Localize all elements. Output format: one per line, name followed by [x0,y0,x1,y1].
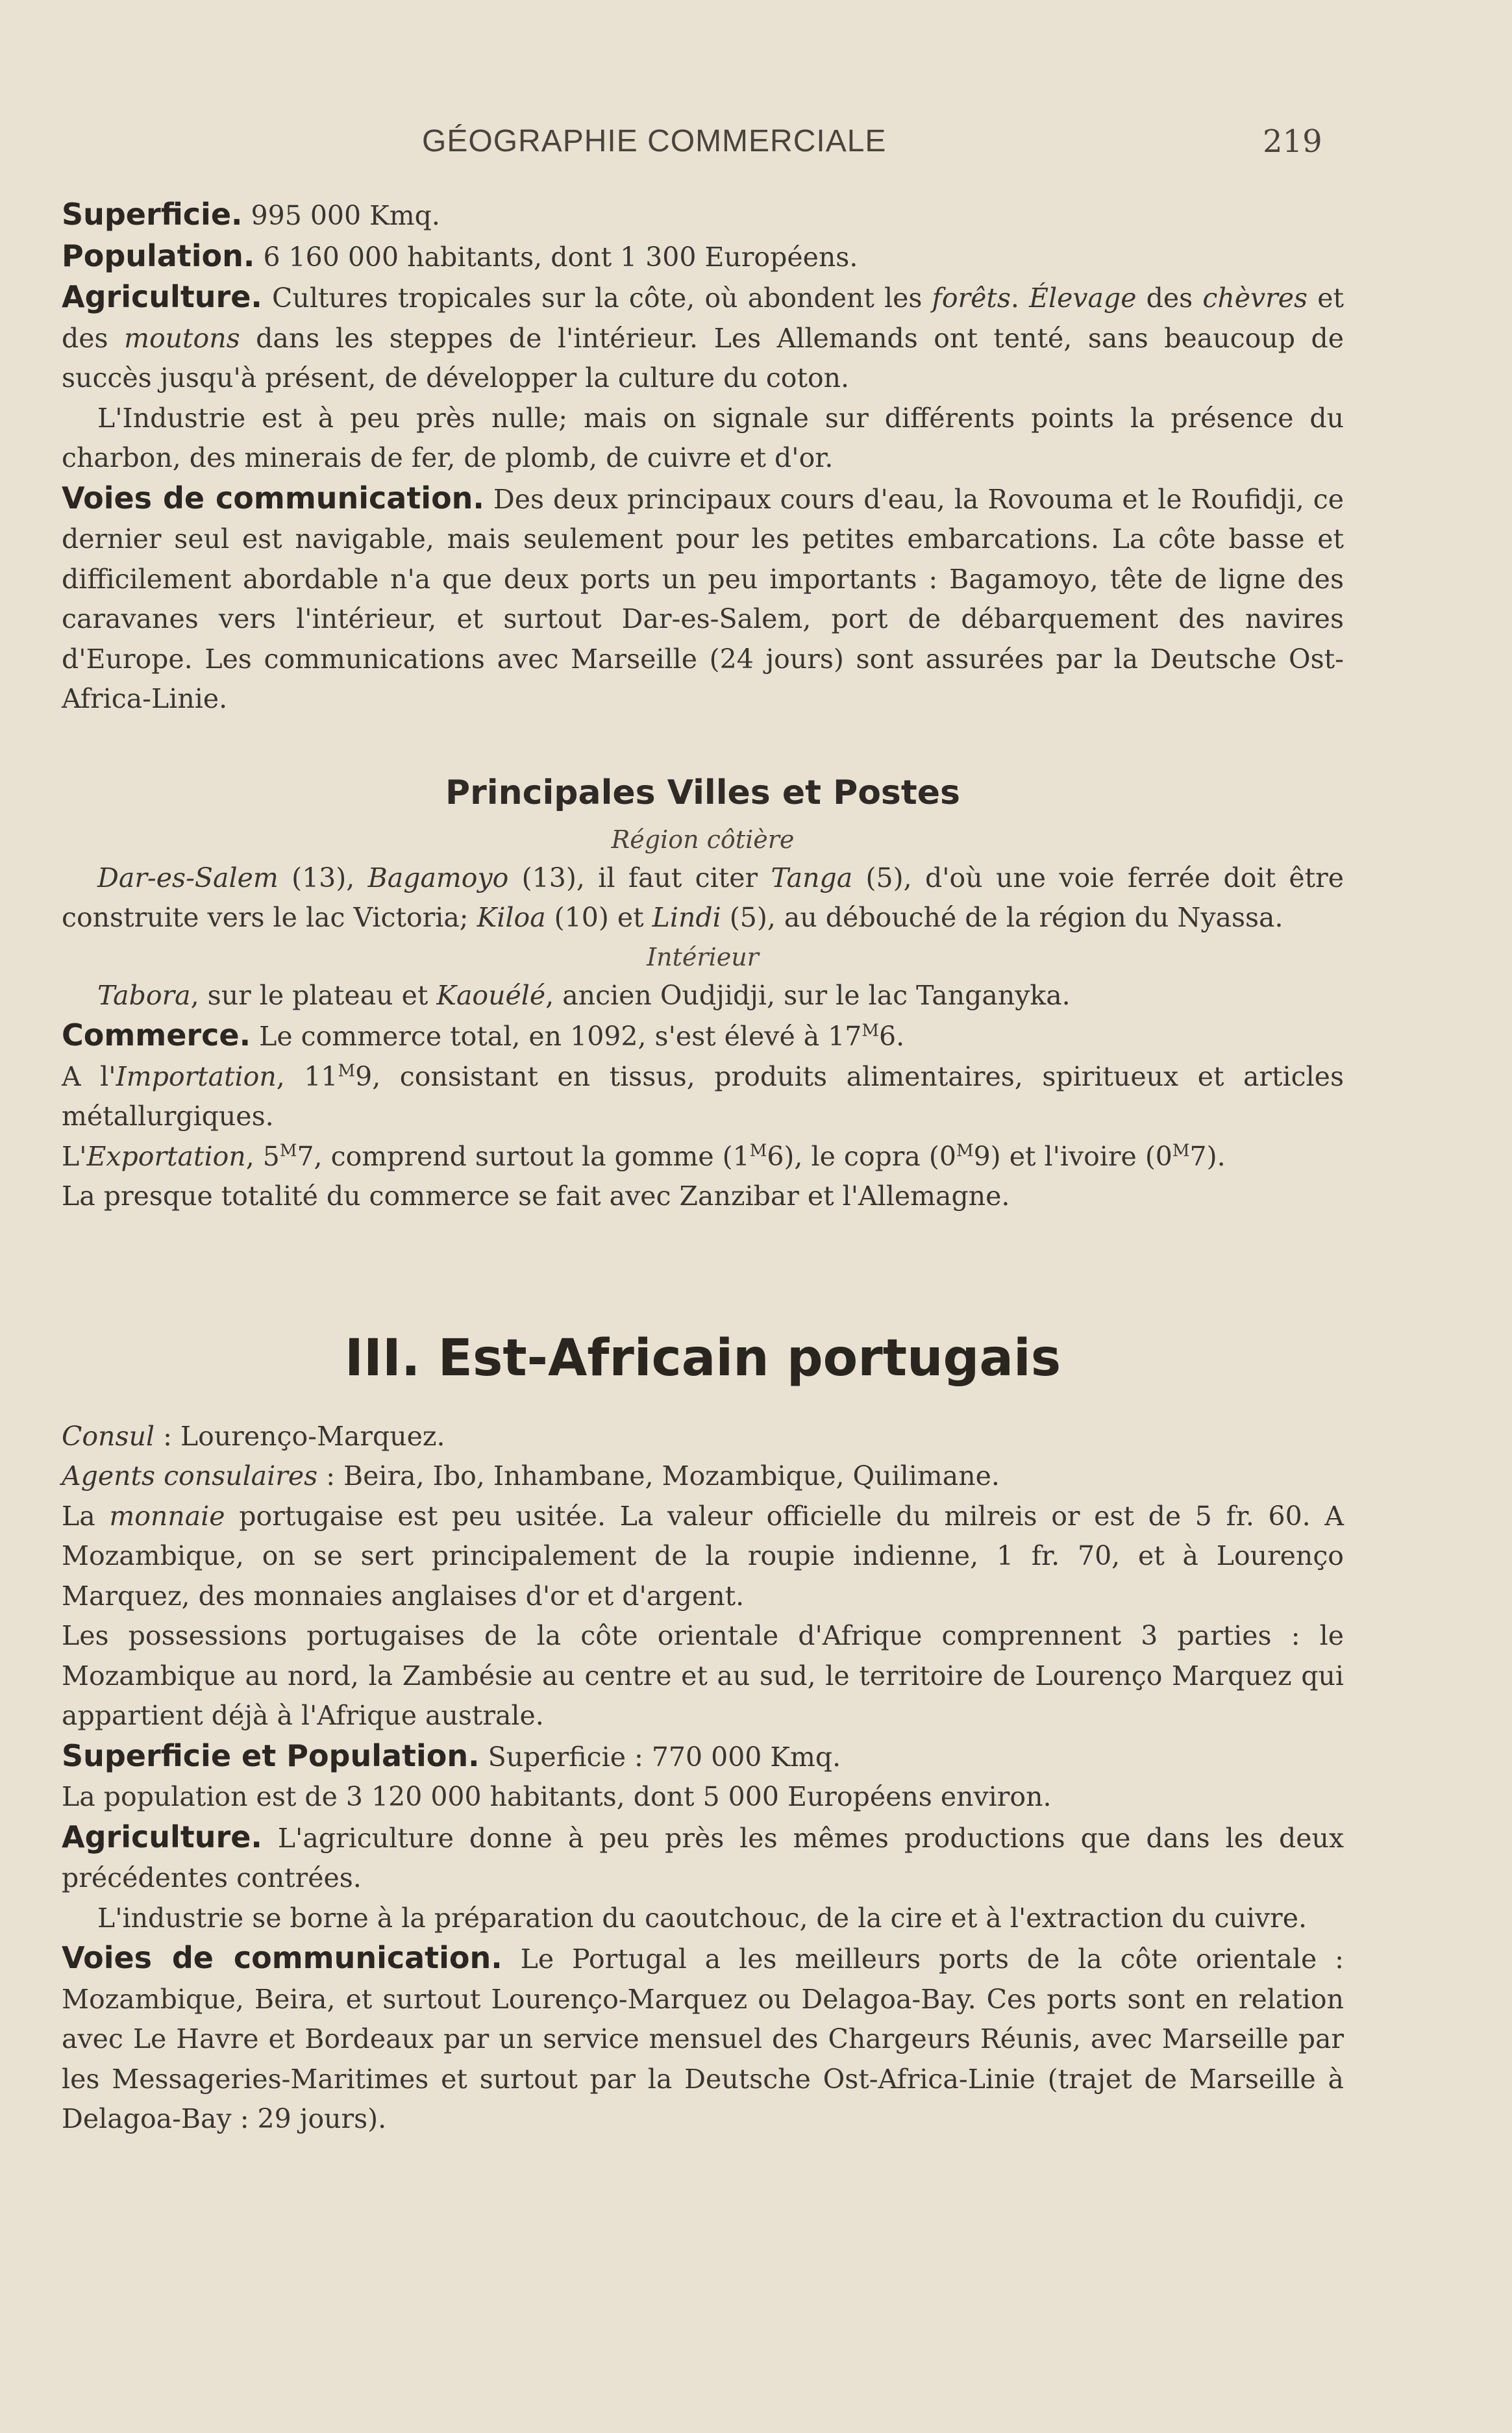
city-name: Bagamoyo [367,862,509,893]
superscript: M [338,1060,356,1080]
paragraph-industrie: L'Industrie est à peu près nulle; mais on signale sur différents points la présence du charbon, des minerais de fer, de plomb, de cuivre et d'or. [62,402,1344,473]
text-run: (5), au débouché de la région du Nyassa. [721,902,1283,933]
paragraph-commerce-partners: La presque totalité du commerce se fait avec Zanzibar et l'Allemagne. [62,1180,1010,1212]
superficie-text: 995 000 Kmq. [251,200,440,231]
italic-term: chèvres [1202,282,1308,314]
heading-agriculture: Agriculture. [62,279,262,314]
city-name: Kiloa [477,902,546,933]
text-run: (10) et [545,902,652,933]
section-title-villes: Principales Villes et Postes [445,773,960,812]
paragraph-commerce [62,1016,1344,1057]
text-run: des [1136,282,1203,314]
superscript: M [861,1021,880,1041]
city-name: Lindi [652,902,721,933]
text-run: Le Portugal a les meilleurs ports de la côte orientale : Mozambique, Beira, et surtout Lourenço-Marquez ou Delagoa-Bay. Ces ports sont en relation avec Le Havre et Bordeaux par un service mensuel des Chargeurs Réunis, avec Marseille par les Messageries-Maritimes et surtout par la Deutsche Ost-Africa-Linie (trajet de Marseille à Delagoa-Bay : 29 jours). [62,1943,1344,2134]
heading-superficie-population: Superficie et Population. [62,1738,480,1773]
paragraph-agriculture-pt [62,1817,1344,1899]
italic-term: moutons [124,322,240,354]
running-title: GÉOGRAPHIE COMMERCIALE [422,124,887,158]
population-text: 6 160 000 habitants, dont 1 300 Européens. [263,241,858,273]
paragraph-consul [62,1417,1344,1457]
text-run: : Lourenço-Marquez. [155,1420,445,1452]
text-run: La [62,1500,110,1532]
paragraph-population-pt: La population est de 3 120 000 habitants, dont 5 000 Européens environ. [62,1781,1052,1812]
paragraph-industrie-pt: L'industrie se borne à la préparation du caoutchouc, de la cire et à l'extraction du cuivre. [97,1902,1308,1934]
superscript: M [956,1140,974,1160]
page-header [0,123,1512,162]
text-run: (5), d'où une voie ferrée doit être construite vers le lac Victoria; [62,862,1345,933]
text-run: 6), le copra (0 [767,1140,956,1172]
italic-term: forêts [932,282,1011,314]
text-run: . [1010,282,1030,314]
city-name: Tanga [771,862,853,893]
text-run: 7). [1189,1140,1226,1172]
text-run: Superficie : 770 000 Kmq. [488,1741,841,1773]
text-run: , ancien Oudjidji, sur le lac Tanganyka. [545,979,1071,1011]
italic-term: Importation [116,1060,277,1092]
city-name: Tabora [97,979,191,1011]
city-name: Dar-es-Salem [97,862,279,893]
city-name: Kaouélé [436,979,546,1011]
italic-term: Consul [62,1420,155,1452]
text-run: portugaise est peu usitée. La valeur officielle du milreis or est de 5 fr. 60. A Mozambique, on se sert principalement de la roupie indienne, 1 fr. 70, et à Lourenço Marquez, des monnaies anglaises d'or et d'argent. [62,1500,1344,1612]
text-run: A l' [62,1060,116,1092]
chapter-title: III. Est-Africain portugais [344,1329,1061,1388]
paragraph-agriculture [62,277,1344,399]
superscript: M [279,1140,297,1160]
subheading-interieur: Intérieur [647,942,759,971]
subheading-region-cotiere: Région côtière [611,825,795,854]
italic-term: Exportation [86,1140,246,1172]
heading-voies-pt: Voies de communication. [62,1940,502,1975]
paragraph-superficie-population [62,1736,1344,1778]
italic-term: Agents consulaires [62,1460,318,1491]
paragraph-villes-cotieres [62,858,1344,938]
paragraph-voies [62,479,1344,719]
paragraph-importation [62,1057,1344,1137]
italic-term: Élevage [1029,282,1137,314]
paragraph-possessions: Les possessions portugaises de la côte orientale d'Afrique comprennent 3 parties : le Mozambique au nord, la Zambésie au centre et au sud, le territoire de Lourenço Marquez qui appartient déjà à l'Afrique australe. [62,1620,1344,1731]
paragraph-exportation [62,1137,1344,1177]
text-run: 9) et l'ivoire (0 [973,1140,1172,1172]
text-run: , sur le plateau et [190,979,437,1011]
paragraph-population [62,236,1344,278]
superscript: M [749,1140,767,1160]
superscript: M [1172,1140,1190,1160]
text-run: 7, comprend surtout la gomme (1 [297,1140,750,1172]
text-run: (13), il faut citer [508,862,771,893]
text-run: 9, consistant en tissus, produits alimentaires, spiritueux et articles métallurgiques. [62,1060,1344,1132]
text-run: Cultures tropicales sur la côte, où abondent les [272,282,932,314]
heading-voies: Voies de communication. [62,480,484,516]
italic-term: monnaie [109,1500,225,1532]
paragraph-superficie [62,195,1344,236]
text-run: Le commerce total, en 1092, s'est élevé à 17 [259,1021,862,1052]
text-run: 6. [879,1021,905,1052]
text-run: L'agriculture donne à peu près les mêmes productions que dans les deux précédentes contrées. [62,1822,1344,1893]
paragraph-villes-interieur [62,976,1344,1016]
heading-superficie: Superficie. [62,197,243,232]
paragraph-monnaie [62,1497,1344,1617]
text-run: dans les steppes de l'intérieur. Les Allemands ont tenté, sans beaucoup de succès jusqu'à présent, de développer la culture du coton. [62,322,1344,393]
page-number: 219 [1263,123,1322,160]
voies-text: Des deux principaux cours d'eau, la Rovouma et le Roufidji, ce dernier seul est navigable, mais seulement pour les petites embarcations. La côte basse et difficilement abordable n'a que deux ports un peu importants : Bagamoyo, tête de ligne des caravanes vers l'intérieur, et surtout Dar-es-Salem, port de débarquement des navires d'Europe. Les communications avec Marseille (24 jours) sont assurées par la Deutsche Ost-Africa-Linie. [62,483,1344,714]
paragraph-voies-pt [62,1938,1344,2140]
paragraph-agents [62,1456,1344,1497]
text-run: et des [62,282,1344,354]
text-run: : Beira, Ibo, Inhambane, Mozambique, Quilimane. [317,1460,1000,1491]
heading-commerce: Commerce. [62,1017,251,1053]
heading-population: Population. [62,238,255,273]
text-run: (13), [278,862,368,893]
heading-agriculture-pt: Agriculture. [62,1819,262,1854]
page-body [62,195,1344,2140]
text-run: , 11 [276,1060,338,1092]
text-run: L' [62,1140,87,1172]
text-run: , 5 [245,1140,280,1172]
